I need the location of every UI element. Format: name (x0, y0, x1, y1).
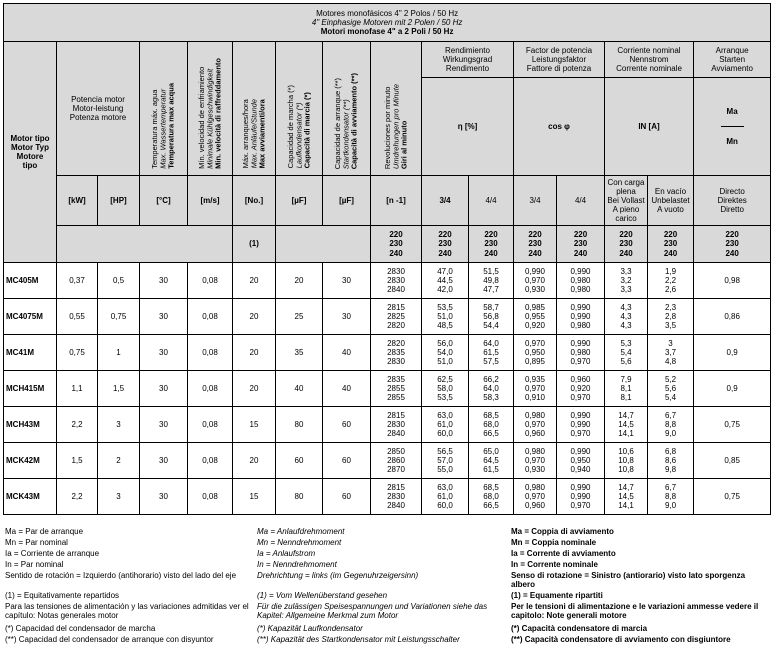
header-eta: η [%] (422, 78, 514, 176)
header-temperature: Temperatura máx. agua Max. Wassertemperatur Temperatura max acqua (140, 42, 188, 176)
unit-ms: [m/s] (188, 176, 233, 226)
note-es: Mn = Par nominal (5, 538, 68, 547)
title-de: 4" Einphasige Motoren mit 2 Polen / 50 Hz (311, 17, 463, 27)
note-es: In = Par nominal (5, 560, 64, 569)
header-efficiency: Rendimiento Wirkungsgrad Rendimento (422, 42, 514, 78)
table-title (4, 4, 771, 42)
title-it: Motori monofase 4" a 2 Poli / 50 Hz (320, 27, 454, 37)
note-it: (**) Capacità condensatore di avviamento con disgiuntore (511, 635, 731, 644)
unit-no-load: En vacío Unbelastet A vuoto (648, 176, 694, 226)
header-power-factor: Factor de potencia Leistungsfaktor Fattore di potenza (514, 42, 605, 78)
note-es: Ia = Corriente de arranque (5, 549, 100, 558)
table-row: MC4075M 0,55 0,75 30 0,08 20 25 30 2815 2825 2820 53,5 51,0 48,5 58,7 56,8 54,4 0,985 0,955 0,920 0,990 0,990 0,980 4,3 4,3 4,3 2,3 2,8 3,5 0,86 (4, 299, 771, 335)
note-de: In = Nenndrehmoment (257, 560, 337, 569)
unit-direct: Directo Direktes Diretto (694, 176, 771, 226)
header-run-capacitor: Capacidad de marcha (*) Laufkondensator (*) Capacità di marcia (*) (276, 42, 323, 176)
note-it: (*) Capacità condensatore di marcia (511, 624, 648, 633)
footnotes (3, 527, 770, 646)
note-de: Für die zulässigen Speisespannungen und Variationen siehe das Kapitel: Allgemeine Merkmal zum Motor (257, 602, 488, 620)
header-starting: Arranque Starten Avviamento (694, 42, 771, 78)
note-it: Senso di rotazione = Sinistro (antiorario) visto lato sporgenza albero (511, 571, 746, 589)
unit-celsius: [°C] (140, 176, 188, 226)
header-current: Corriente nominal Nennstrom Corrente nominale (605, 42, 694, 78)
table-row: MCH415M 1,1 1,5 30 0,08 20 40 40 2835 2855 2855 62,5 58,0 53,5 66,2 64,0 58,3 0,935 0,970 0,910 0,960 0,920 0,970 7,9 8,1 8,1 5,2 5,6 5,4 0,9 (4, 371, 771, 407)
note-es: Sentido de rotación = Izquierdo (antihorario) visto del lado del eje (5, 571, 237, 580)
header-start-capacitor: Capacidad de arranque (**) Startkondensator (**) Capacità di avviamento (**) (323, 42, 371, 176)
header-cooling-velocity: Mín. velocidad de enfriamiento Minimale Kühlgeschwindigkeit Min. velocità di raffreddamento (188, 42, 233, 176)
table-row: MCK43M 2,2 3 30 0,08 15 80 60 2815 2830 2840 63,0 61,0 60,0 68,5 68,0 66,5 0,980 0,970 0,960 0,990 0,990 0,970 14,7 14,5 14,1 6,7 8,8 9,0 0,75 (4, 479, 771, 515)
note-de: Drehrichtung = links (im Gegenuhrzeigersinn) (257, 571, 419, 580)
unit-pf-44: 4/4 (557, 176, 605, 226)
note-it: Ia = Corrente di avviamento (511, 549, 616, 558)
unit-pf-34: 3/4 (514, 176, 557, 226)
table-row: MC405M 0,37 0,5 30 0,08 20 20 30 2830 2830 2840 47,0 44,5 42,0 51,5 49,8 47,7 0,990 0,970 0,930 0,990 0,980 0,980 3,3 3,2 3,3 1,9 2,2 2,6 0,98 (4, 263, 771, 299)
header-ma-mn: $\frac{Ma}{Mn}$ (694, 78, 771, 176)
title-es: Motores monofásicos 4" 2 Polos / 50 Hz (316, 8, 459, 18)
table-row: MC41M 0,75 1 30 0,08 20 35 40 2820 2835 2830 56,0 54,0 51,0 64,0 61,5 57,5 0,970 0,950 0,895 0,990 0,980 0,970 5,3 5,4 5,6 3 3,7 4,8 0,9 (4, 335, 771, 371)
note-es: (1) = Equitativamente repartidos (5, 591, 120, 600)
table-row: MCK42M 1,5 2 30 0,08 20 60 60 2850 2860 2870 56,5 57,0 55,0 65,0 64,5 61,5 0,980 0,970 0,930 0,990 0,950 0,940 10,6 10,8 10,8 6,8 8,6 9,8 0,85 (4, 443, 771, 479)
note-es: Para las tensiones de alimentación y las variaciones admitidas ver el capítulo: Notas generales motor (5, 602, 249, 620)
unit-rpm: [n -1] (371, 176, 422, 226)
note-de: (*) Kapazität Laufkondensator (257, 624, 363, 633)
unit-full-load: Con carga plena Bei Vollast A pieno carico (605, 176, 648, 226)
header-cos-phi: cos φ (514, 78, 605, 176)
note-de: Ma = Anlaufdrehmoment (257, 527, 345, 536)
header-rpm: Revoluciones por minuto Umdrehungen pro Minute Giri al minuto (371, 42, 422, 176)
voltage-spacer-2 (276, 226, 371, 263)
note-it: Ma = Coppia di avviamento (511, 527, 614, 536)
starts-note: (1) (233, 226, 276, 263)
note-it: Per le tensioni di alimentazione e le variazioni ammesse vedere il capitolo: Note generali motore (511, 602, 759, 620)
note-es: (*) Capacidad del condensador de marcha (5, 624, 156, 633)
header-starts-per-hour: Máx. arranques/hora Max. Anläufe/Stunde Max avviamenti/ora (233, 42, 276, 176)
voltage-no-load: 220 230 240 (648, 226, 694, 263)
unit-uf-start: [µF] (323, 176, 371, 226)
table-row: MCH43M 2,2 3 30 0,08 15 80 60 2815 2830 2840 63,0 61,0 60,0 68,5 68,0 66,5 0,980 0,970 0,960 0,990 0,990 0,970 14,7 14,5 14,1 6,7 8,8 9,0 0,75 (4, 407, 771, 443)
unit-no: [No.] (233, 176, 276, 226)
voltage-eff-34: 220 230 240 (422, 226, 469, 263)
note-it: Mn = Coppia nominale (511, 538, 597, 547)
unit-uf-run: [µF] (276, 176, 323, 226)
note-es: (**) Capacidad del condensador de arranque con disyuntor (5, 635, 214, 644)
voltage-pf-44: 220 230 240 (557, 226, 605, 263)
header-power: Potencia motor Motor-leistung Potenza motore (57, 42, 140, 176)
note-it: (1) = Equamente ripartiti (511, 591, 603, 600)
unit-kw: [kW] (57, 176, 98, 226)
note-es: Ma = Par de arranque (5, 527, 84, 536)
motor-data-table (3, 3, 771, 515)
note-de: Mn = Nenndrehmoment (257, 538, 342, 547)
note-de: (1) = Vom Wellenüberstand gesehen (257, 591, 388, 600)
header-motor-type: Motor tipo Motor Typ Motore tipo (4, 42, 57, 263)
note-de: Ia = Anlaufstrom (257, 549, 316, 558)
unit-eff-44: 4/4 (469, 176, 514, 226)
voltage-spacer (57, 226, 233, 263)
voltage-full-load: 220 230 240 (605, 226, 648, 263)
voltage-rpm: 220 230 240 (371, 226, 422, 263)
voltage-ma-mn: 220 230 240 (694, 226, 771, 263)
voltage-pf-34: 220 230 240 (514, 226, 557, 263)
unit-eff-34: 3/4 (422, 176, 469, 226)
unit-hp: [HP] (98, 176, 140, 226)
note-de: (**) Kapazität des Startkondensator mit Leistungsschalter (257, 635, 460, 644)
header-in-a: IN [A] (605, 78, 694, 176)
note-it: In = Corrente nominale (511, 560, 598, 569)
voltage-eff-44: 220 230 240 (469, 226, 514, 263)
